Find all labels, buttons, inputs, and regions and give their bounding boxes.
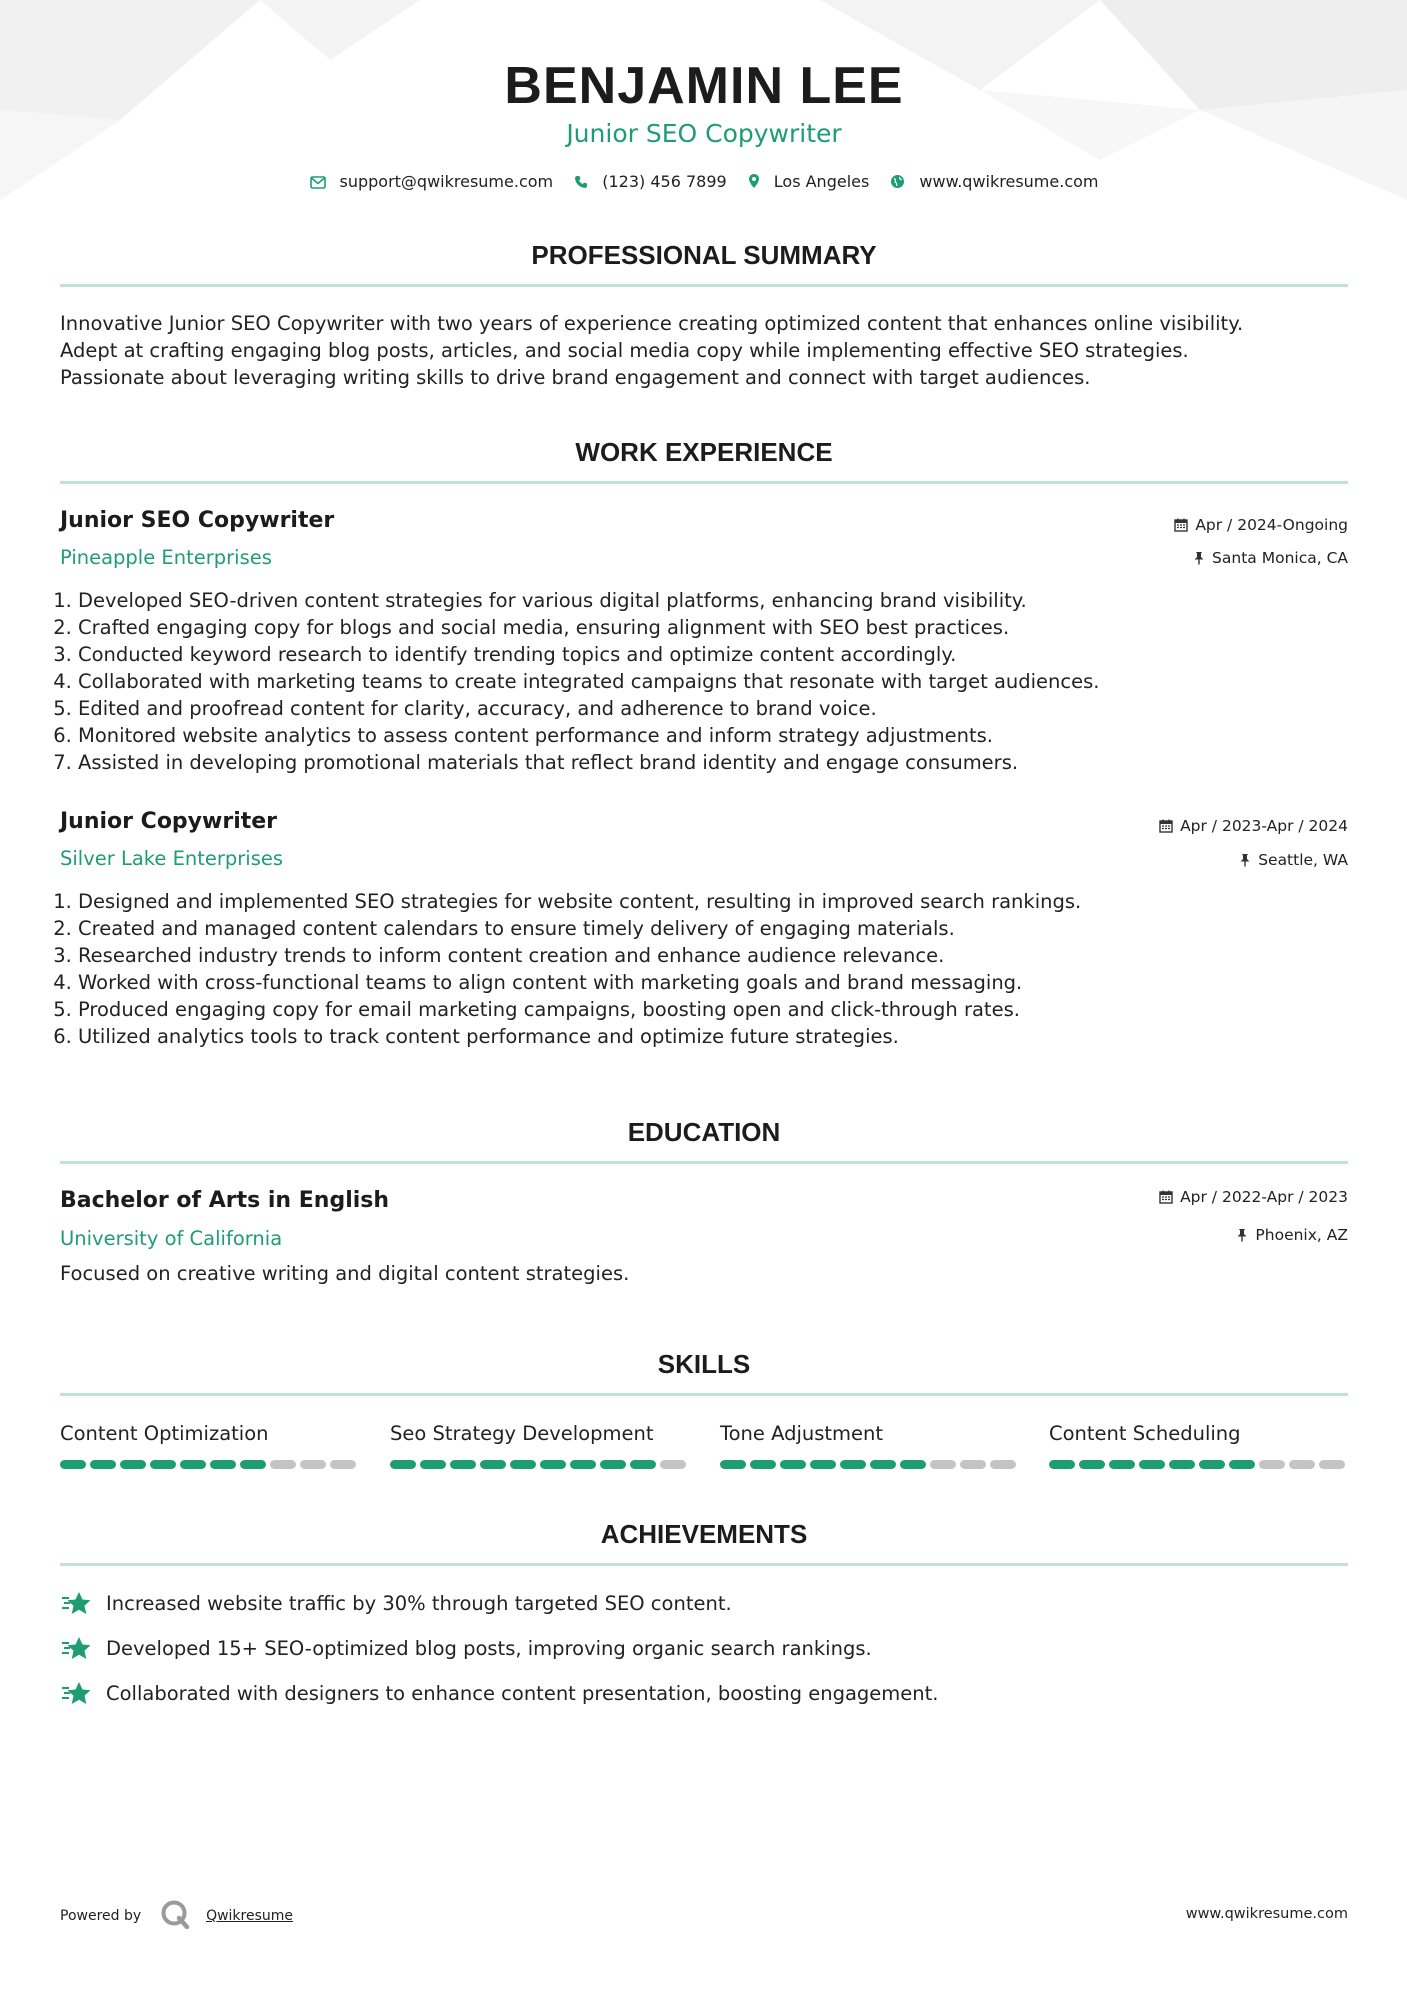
envelope-icon [310,174,326,193]
skill-level-segment-filled [1229,1460,1255,1469]
candidate-name: BENJAMIN LEE [504,57,904,115]
footer-website[interactable]: www.qwikresume.com [1185,1906,1348,1922]
list-item: 1. Developed SEO-driven content strategies for various digital platforms, enhancing brand visibility. [78,587,1348,614]
list-item: 1. Designed and implemented SEO strategies for website content, resulting in improved search rankings. [78,888,1348,915]
list-item: 6. Utilized analytics tools to track content performance and optimize future strategies. [78,1023,1348,1050]
list-item: 7. Assisted in developing promotional materials that reflect brand identity and engage consumers. [78,749,1348,776]
contact-website[interactable] [890,172,1098,193]
education-location [1236,1226,1348,1246]
website-text: www.qwikresume.com [919,172,1099,191]
skill-level-segment-filled [450,1460,476,1469]
job-location-text: Santa Monica, CA [1212,549,1348,567]
skill-level-bar [720,1460,1020,1469]
pushpin-icon [1193,551,1205,569]
skill-level-segment-empty [930,1460,956,1469]
skill-level-segment-filled [900,1460,926,1469]
education-location-text: Phoenix, AZ [1255,1226,1348,1244]
contact-bar [60,172,1348,193]
skill-level-segment-filled [1079,1460,1105,1469]
skill-level-segment-empty [1319,1460,1345,1469]
skill-level-segment-filled [60,1460,86,1469]
skill-level-bar [60,1460,360,1469]
globe-icon [890,174,905,193]
list-item: 6. Monitored website analytics to assess content performance and inform strategy adjustments. [78,722,1348,749]
skill-level-segment-filled [120,1460,146,1469]
achievement-item [60,1682,1348,1712]
skill-level-segment-filled [1169,1460,1195,1469]
job-location [1239,851,1348,871]
skill-level-segment-empty [660,1460,686,1469]
job-dates [1174,516,1348,536]
skill-level-segment-filled [1109,1460,1135,1469]
skill-level-segment-filled [750,1460,776,1469]
skill-level-segment-filled [480,1460,506,1469]
achievement-item [60,1592,1348,1622]
skill-level-segment-filled [90,1460,116,1469]
education-heading: EDUCATION [627,1117,781,1147]
skill-name: Content Scheduling [1049,1422,1241,1445]
skill-level-segment-filled [1199,1460,1225,1469]
achievement-text: Developed 15+ SEO-optimized blog posts, improving organic search rankings. [106,1637,872,1660]
skill-name: Seo Strategy Development [390,1422,654,1445]
job-bullets [60,587,1348,776]
contact-phone[interactable] [574,172,726,193]
list-item: 3. Researched industry trends to inform content creation and enhance audience relevance. [78,942,1348,969]
skills-list [60,1422,1348,1482]
skill-level-segment-filled [420,1460,446,1469]
skill-level-segment-filled [1049,1460,1075,1469]
job-location [1193,549,1348,569]
skill-item [60,1422,360,1445]
skill-item [720,1422,1020,1445]
list-item: 2. Crafted engaging copy for blogs and social media, ensuring alignment with SEO best practices. [78,614,1348,641]
skill-level-segment-filled [570,1460,596,1469]
skill-level-segment-filled [870,1460,896,1469]
skill-level-segment-filled [1139,1460,1165,1469]
skill-level-segment-filled [180,1460,206,1469]
summary-heading: PROFESSIONAL SUMMARY [531,240,877,270]
skill-level-segment-empty [990,1460,1016,1469]
experience-heading: WORK EXPERIENCE [575,437,833,467]
contact-email[interactable] [310,172,554,193]
skill-level-bar [390,1460,690,1469]
skill-item [1049,1422,1349,1445]
list-item: 4. Collaborated with marketing teams to create integrated campaigns that resonate with target audiences. [78,668,1348,695]
skill-level-segment-filled [390,1460,416,1469]
skill-level-segment-filled [240,1460,266,1469]
education-description: Focused on creative writing and digital content strategies. [60,1262,630,1285]
calendar-icon [1159,1190,1173,1208]
footer-powered-by [60,1899,293,1933]
achievement-item [60,1637,1348,1667]
education-divider [60,1161,1348,1164]
skill-level-segment-empty [330,1460,356,1469]
job-location-text: Seattle, WA [1258,851,1348,869]
skill-level-segment-filled [810,1460,836,1469]
school-name: University of California [60,1227,283,1250]
pushpin-icon [1239,853,1251,871]
contact-location [748,172,870,193]
skill-level-segment-filled [510,1460,536,1469]
skill-level-segment-filled [780,1460,806,1469]
skill-name: Tone Adjustment [720,1422,884,1445]
list-item: 3. Conducted keyword research to identify trending topics and optimize content accordingly. [78,641,1348,668]
skill-level-segment-filled [540,1460,566,1469]
star-icon [60,1680,92,1712]
education-dates-text: Apr / 2022-Apr / 2023 [1180,1188,1348,1206]
achievement-text: Collaborated with designers to enhance content presentation, boosting engagement. [106,1682,939,1705]
skill-level-segment-filled [600,1460,626,1469]
summary-divider [60,284,1348,287]
skill-level-segment-empty [1259,1460,1285,1469]
powered-by-text: Powered by [60,1908,142,1924]
map-pin-icon [748,173,760,193]
job-bullets [60,888,1348,1050]
job-dates [1159,817,1348,837]
skill-level-segment-filled [840,1460,866,1469]
qwikresume-logo-icon [160,1899,190,1933]
skill-level-segment-filled [720,1460,746,1469]
skills-divider [60,1393,1348,1396]
degree-title: Bachelor of Arts in English [60,1188,390,1213]
summary-line: Innovative Junior SEO Copywriter with two years of experience creating optimized content that enhances online visibility. [60,312,1244,335]
skill-level-segment-empty [1289,1460,1315,1469]
skill-level-segment-empty [300,1460,326,1469]
calendar-icon [1174,518,1188,536]
summary-text [60,310,1348,391]
candidate-role: Junior SEO Copywriter [566,119,842,148]
summary-line: Adept at crafting engaging blog posts, articles, and social media copy while implementing effective SEO strategies. [60,339,1189,362]
job-title: Junior Copywriter [60,809,278,834]
skill-level-segment-empty [270,1460,296,1469]
skills-heading: SKILLS [657,1349,751,1379]
calendar-icon [1159,819,1173,837]
list-item: 2. Created and managed content calendars to ensure timely delivery of engaging materials. [78,915,1348,942]
skill-level-segment-filled [210,1460,236,1469]
experience-divider [60,481,1348,484]
email-text: support@qwikresume.com [339,172,554,191]
achievement-text: Increased website traffic by 30% through targeted SEO content. [106,1592,732,1615]
phone-icon [574,174,588,193]
star-icon [60,1590,92,1622]
job-company: Silver Lake Enterprises [60,847,284,870]
achievements-divider [60,1563,1348,1566]
skill-name: Content Optimization [60,1422,269,1445]
list-item: 5. Edited and proofread content for clarity, accuracy, and adherence to brand voice. [78,695,1348,722]
skill-level-segment-filled [150,1460,176,1469]
education-dates [1159,1188,1348,1208]
qwikresume-link[interactable]: Qwikresume [206,1908,294,1924]
skill-level-segment-filled [630,1460,656,1469]
job-company: Pineapple Enterprises [60,546,272,569]
skill-level-bar [1049,1460,1349,1469]
phone-text: (123) 456 7899 [602,172,727,191]
list-item: 4. Worked with cross-functional teams to align content with marketing goals and brand messaging. [78,969,1348,996]
skill-level-segment-empty [960,1460,986,1469]
achievements-heading: ACHIEVEMENTS [600,1519,808,1549]
pushpin-icon [1236,1228,1248,1246]
location-text: Los Angeles [773,172,870,191]
star-icon [60,1635,92,1667]
job-dates-text: Apr / 2024-Ongoing [1195,516,1348,534]
job-dates-text: Apr / 2023-Apr / 2024 [1180,817,1348,835]
job-title: Junior SEO Copywriter [60,508,335,533]
skill-item [390,1422,690,1445]
summary-line: Passionate about leveraging writing skills to drive brand engagement and connect with target audiences. [60,366,1091,389]
list-item: 5. Produced engaging copy for email marketing campaigns, boosting open and click-through rates. [78,996,1348,1023]
